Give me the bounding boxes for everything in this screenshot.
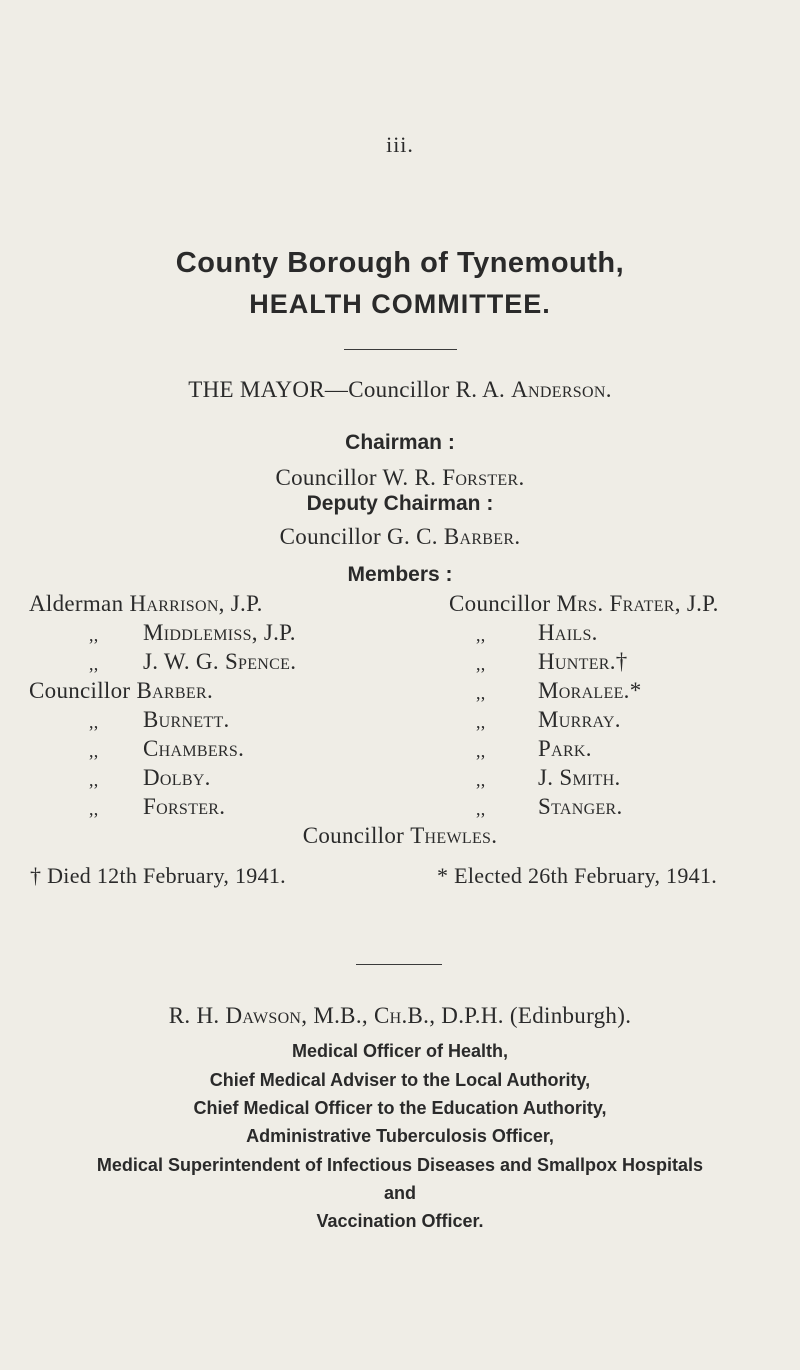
member-name: Mrs. Frater, J.P. xyxy=(556,591,719,616)
member-left-3 xyxy=(29,678,213,704)
chairman-prefix: Councillor W. R. xyxy=(275,465,437,490)
member-prefix: Alderman xyxy=(29,591,124,616)
medical-officer-location: (Edinburgh). xyxy=(509,1003,632,1028)
member-left-6: Dolby. xyxy=(143,765,211,790)
deputy-prefix: Councillor G. C. xyxy=(279,524,438,549)
footnote-died: † Died 12th February, 1941. xyxy=(30,863,286,888)
member-name: Thewles. xyxy=(410,823,498,848)
mo-role: and xyxy=(383,1183,416,1203)
member-right-4: Murray. xyxy=(538,707,621,732)
member-right-2: Hunter.† xyxy=(538,649,628,674)
member-left-2: J. W. G. Spence. xyxy=(143,649,297,674)
member-prefix: Councillor xyxy=(29,678,131,703)
divider-top xyxy=(344,349,457,350)
member-last xyxy=(0,823,800,849)
mo-role: Medical Officer of Health, xyxy=(291,1041,509,1061)
member-right-7: Stanger. xyxy=(538,794,623,819)
member-right-1: Hails. xyxy=(538,620,598,645)
member-right-6: J. Smith. xyxy=(538,765,621,790)
member-left-5: Chambers. xyxy=(143,736,245,761)
deputy-name: Barber. xyxy=(443,524,521,549)
member-name: Harrison, J.P. xyxy=(129,591,263,616)
page-title: County Borough of Tynemouth, xyxy=(175,247,625,279)
medical-officer-name: R. H. Dawson, M.B., Ch.B., D.P.H. xyxy=(168,1003,504,1028)
chairman-line xyxy=(0,465,800,491)
mo-role: Chief Medical Officer to the Education Authority, xyxy=(193,1098,607,1118)
committee-heading: HEALTH COMMITTEE. xyxy=(249,289,551,319)
ditto-mark: ,, xyxy=(476,654,486,674)
member-right-0 xyxy=(449,591,719,617)
ditto-mark: ,, xyxy=(476,625,486,645)
medical-officer-name-line xyxy=(0,1003,800,1029)
mayor-label: THE MAYOR—Councillor R. A. xyxy=(188,377,506,402)
ditto-mark: ,, xyxy=(476,799,486,819)
deputy-chairman-label: Deputy Chairman : xyxy=(306,492,494,515)
ditto-mark: ,, xyxy=(89,799,99,819)
mo-role: Vaccination Officer. xyxy=(316,1211,484,1231)
member-left-0 xyxy=(29,591,263,617)
member-right-5: Park. xyxy=(538,736,592,761)
ditto-mark: ,, xyxy=(89,712,99,732)
mo-role: Medical Superintendent of Infectious Diseases and Smallpox Hospitals xyxy=(96,1155,704,1175)
ditto-mark: ,, xyxy=(476,741,486,761)
member-left-7: Forster. xyxy=(143,794,226,819)
divider-bottom xyxy=(356,964,442,965)
ditto-mark: ,, xyxy=(89,741,99,761)
chairman-label: Chairman : xyxy=(345,431,455,454)
ditto-mark: ,, xyxy=(89,625,99,645)
page-number: iii. xyxy=(386,132,414,157)
ditto-mark: ,, xyxy=(89,654,99,674)
member-left-4: Burnett. xyxy=(143,707,230,732)
chairman-name: Forster. xyxy=(442,465,525,490)
deputy-chairman-line xyxy=(0,524,800,550)
member-prefix: Councillor xyxy=(449,591,551,616)
ditto-mark: ,, xyxy=(476,770,486,790)
ditto-mark: ,, xyxy=(476,712,486,732)
mo-role: Chief Medical Adviser to the Local Authority, xyxy=(209,1070,591,1090)
mayor-name: Anderson. xyxy=(511,377,612,402)
mo-role: Administrative Tuberculosis Officer, xyxy=(246,1126,554,1146)
members-label: Members : xyxy=(347,563,453,586)
member-name: Barber. xyxy=(136,678,213,703)
ditto-mark: ,, xyxy=(476,683,486,703)
footnote-elected: * Elected 26th February, 1941. xyxy=(437,863,718,888)
member-prefix: Councillor xyxy=(302,823,405,848)
member-left-1: Middlemiss, J.P. xyxy=(143,620,296,645)
member-right-3: Moralee.* xyxy=(538,678,642,703)
mayor-line xyxy=(0,377,800,403)
ditto-mark: ,, xyxy=(89,770,99,790)
